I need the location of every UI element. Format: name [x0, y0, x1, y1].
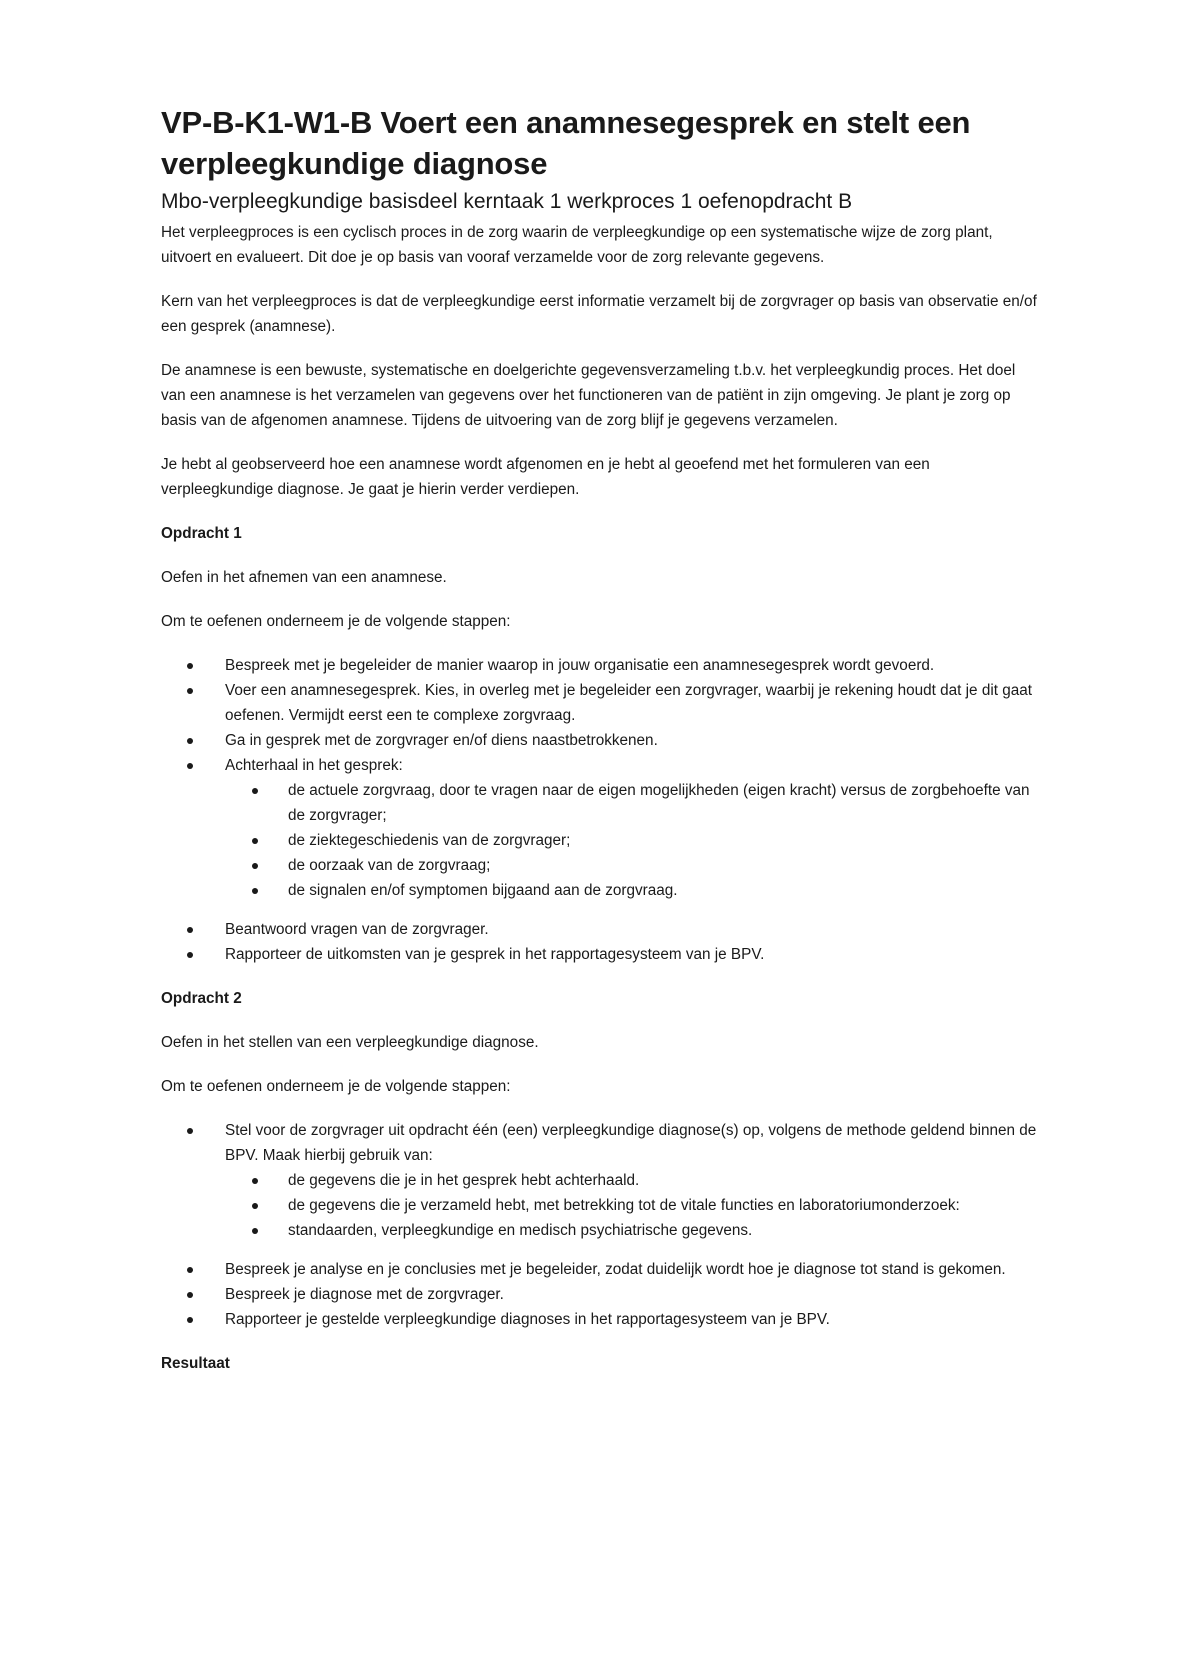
- opdracht-2-substeps-list: [225, 1168, 1040, 1243]
- list-item: Achterhaal in het gesprek: de actuele zorgvraag, door te vragen naar de eigen mogelijkheden (eigen kracht) versus de zorgbehoefte van de zorgvrager; de ziektegeschiedenis van de zorgvrager; de oorzaak van de zorgvraag; de signalen en/of symptomen bijgaand aan de zorgvraag.: [225, 753, 1040, 903]
- list-item: Stel voor de zorgvrager uit opdracht één (een) verpleegkundige diagnose(s) op, volgens de methode geldend binnen de BPV. Maak hierbij gebruik van: de gegevens die je in het gesprek hebt achterhaald. de gegevens die je verzameld hebt, met betrekking tot de vitale functies en laboratoriumonderzoek: standaarden, verpleegkundige en medisch psychiatrische gegevens.: [225, 1118, 1040, 1243]
- intro-paragraph-4: Je hebt al geobserveerd hoe een anamnese wordt afgenomen en je hebt al geoefend met het formuleren van een verpleegkundige diagnose. Je gaat je hierin verder verdiepen.: [161, 456, 930, 498]
- bullet-icon: [187, 1267, 193, 1273]
- list-item: de actuele zorgvraag, door te vragen naar de eigen mogelijkheden (eigen kracht) versus de zorgbehoefte van de zorgvrager;: [288, 778, 1040, 828]
- list-item: Ga in gesprek met de zorgvrager en/of diens naastbetrokkenen.: [225, 728, 1040, 753]
- bullet-icon: [252, 838, 258, 844]
- opdracht-1-heading: Opdracht 1: [161, 525, 242, 542]
- bullet-icon: [252, 1228, 258, 1234]
- opdracht-2-steps-list: [161, 1118, 1040, 1332]
- opdracht-2-goal: Oefen in het stellen van een verpleegkundige diagnose.: [161, 1034, 539, 1051]
- intro-paragraph-1: Het verpleegproces is een cyclisch proces in de zorg waarin de verpleegkundige op een systematische wijze de zorg plant, uitvoert en evalueert. Dit doe je op basis van vooraf verzamelde voor de zorg relevante gegevens.: [161, 224, 993, 266]
- bullet-icon: [187, 663, 193, 669]
- intro-paragraph-2: Kern van het verpleegproces is dat de verpleegkundige eerst informatie verzamelt bij de zorgvrager op basis van observatie en/of een gesprek (anamnese).: [161, 293, 1037, 335]
- bullet-icon: [187, 688, 193, 694]
- bullet-icon: [252, 1178, 258, 1184]
- bullet-icon: [187, 763, 193, 769]
- list-item: Bespreek je diagnose met de zorgvrager.: [225, 1282, 1040, 1307]
- list-item: Rapporteer de uitkomsten van je gesprek in het rapportagesysteem van je BPV.: [225, 942, 1040, 967]
- intro-paragraph-3: De anamnese is een bewuste, systematische en doelgerichte gegevensverzameling t.b.v. het verpleegkundig proces. Het doel van een anamnese is het verzamelen van gegevens over het functioneren van de patiënt in zijn omgeving. Je plant je zorg op basis van de afgenomen anamnese. Tijdens de uitvoering van de zorg blijf je gegevens verzamelen.: [161, 362, 1016, 429]
- page-title: VP-B-K1-W1-B Voert een anamnesegesprek en stelt een verpleegkundige diagnose: [161, 105, 971, 181]
- list-item: de ziektegeschiedenis van de zorgvrager;: [288, 828, 1040, 853]
- list-item: Rapporteer je gestelde verpleegkundige diagnoses in het rapportagesysteem van je BPV.: [225, 1307, 1040, 1332]
- opdracht-1-goal: Oefen in het afnemen van een anamnese.: [161, 569, 447, 586]
- list-item: de oorzaak van de zorgvraag;: [288, 853, 1040, 878]
- bullet-icon: [252, 863, 258, 869]
- opdracht-1-steps-intro: Om te oefenen onderneem je de volgende stappen:: [161, 613, 511, 630]
- bullet-icon: [187, 1128, 193, 1134]
- opdracht-2-steps-intro: Om te oefenen onderneem je de volgende stappen:: [161, 1078, 511, 1095]
- list-item: Beantwoord vragen van de zorgvrager.: [225, 917, 1040, 942]
- list-item: Bespreek met je begeleider de manier waarop in jouw organisatie een anamnesegesprek wordt gevoerd.: [225, 653, 1040, 678]
- opdracht-1-substeps-list: [225, 778, 1040, 903]
- bullet-icon: [252, 788, 258, 794]
- page-subtitle: Mbo-verpleegkundige basisdeel kerntaak 1 werkproces 1 oefenopdracht B: [161, 190, 853, 213]
- bullet-icon: [187, 927, 193, 933]
- opdracht-1-steps-list: [161, 653, 1040, 967]
- bullet-icon: [187, 738, 193, 744]
- bullet-icon: [252, 1203, 258, 1209]
- resultaat-heading: Resultaat: [161, 1355, 230, 1372]
- list-item: Bespreek je analyse en je conclusies met je begeleider, zodat duidelijk wordt hoe je diagnose tot stand is gekomen.: [225, 1257, 1040, 1282]
- list-item: de gegevens die je in het gesprek hebt achterhaald.: [288, 1168, 1040, 1193]
- list-item: de signalen en/of symptomen bijgaand aan de zorgvraag.: [288, 878, 1040, 903]
- list-item: standaarden, verpleegkundige en medisch psychiatrische gegevens.: [288, 1218, 1040, 1243]
- bullet-icon: [187, 1292, 193, 1298]
- list-item: Voer een anamnesegesprek. Kies, in overleg met je begeleider een zorgvrager, waarbij je rekening houdt dat je dit gaat oefenen. Vermijdt eerst een te complexe zorgvraag.: [225, 678, 1040, 728]
- bullet-icon: [187, 952, 193, 958]
- list-item: de gegevens die je verzameld hebt, met betrekking tot de vitale functies en laboratoriumonderzoek:: [288, 1193, 1040, 1218]
- bullet-icon: [252, 888, 258, 894]
- bullet-icon: [187, 1317, 193, 1323]
- opdracht-2-heading: Opdracht 2: [161, 990, 242, 1007]
